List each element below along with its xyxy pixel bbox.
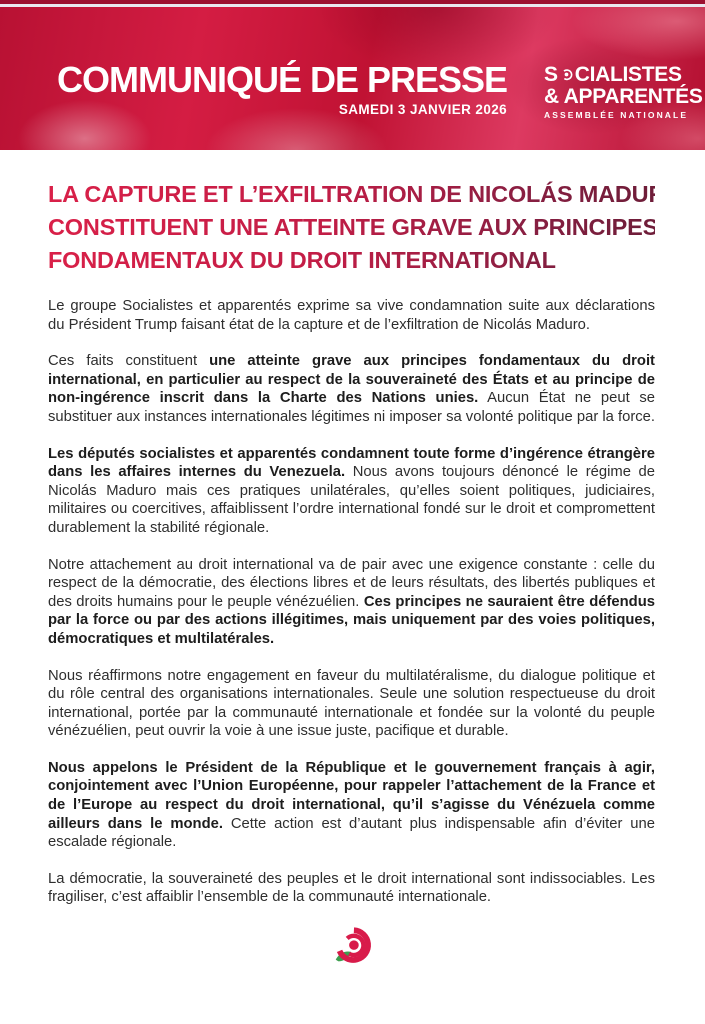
press-release-content bbox=[0, 150, 705, 971]
paragraph-text-segment: Aucun État ne peut se substituer aux instances internationales légitimes ni imposer sa volonté politique par la force. bbox=[48, 390, 656, 425]
logo-line-assemblee: ASSEMBLÉE NATIONALE bbox=[544, 110, 689, 120]
header-title-block bbox=[57, 59, 508, 117]
headline-line-2: CONSTITUENT UNE ATTEINTE GRAVE AUX PRINCIPES bbox=[48, 214, 659, 240]
paragraph-text-segment: Notre attachement au droit international va de pair avec une exigence constante : celle du respect de la démocratie, des élections libres et de leurs résultats, des libertés publiques et des droits humains pour le peuple vénézuélien. bbox=[48, 556, 655, 610]
paragraph bbox=[48, 667, 655, 741]
paragraph-text-segment: Nous réaffirmons notre engagement en faveur du multilatéralisme, du dialogue politique et du rôle central des organisations internationales. Seule une solution respectueuse du droit international, portée par la communauté internationale et fondée sur la volonté du peuple vénézuélien, peut ouvrir la voie à une issue juste, pacifique et durable. bbox=[48, 667, 655, 740]
paragraph-bold-segment: Ces principes ne sauraient être défendus par la force ou par des actions illégitimes, mais uniquement par des voies politiques, démocratiques et multilatérales. bbox=[48, 593, 655, 647]
paragraph bbox=[48, 445, 655, 538]
page-title: COMMUNIQUÉ DE PRESSE bbox=[57, 59, 508, 100]
paragraph bbox=[48, 352, 655, 426]
socialist-rose-icon bbox=[329, 925, 375, 971]
paragraph-bold-segment: Nous appelons le Président de la République et le gouvernement français à agir, conjointement avec l’Union Européenne, pour rappeler l’attachement de la France et de l’Europe au respect du droit international, qu’il s’agisse du Vénézuela comme ailleurs dans le monde. bbox=[48, 759, 655, 832]
paragraph bbox=[48, 556, 655, 649]
logo-line-apparentes: & APPARENTÉS bbox=[544, 85, 703, 108]
body-paragraphs bbox=[48, 297, 655, 907]
header-banner bbox=[0, 7, 705, 150]
headline bbox=[48, 178, 684, 277]
date-label: SAMEDI 3 JANVIER 2026 bbox=[338, 102, 508, 117]
paragraph bbox=[48, 759, 655, 852]
paragraph-text-segment: Ces faits constituent bbox=[48, 353, 210, 370]
paragraph bbox=[48, 297, 655, 334]
logo-text-s: S bbox=[544, 63, 558, 86]
paragraph-text-segment: Le groupe Socialistes et apparentés exprime sa vive condamnation suite aux déclarations du Président Trump faisant état de la capture et de l’exfiltration de Nicolás Maduro. bbox=[48, 298, 655, 333]
paragraph-text-segment: Nous avons toujours dénoncé le régime de Nicolás Maduro mais ces pratiques unilatérales, qu’elles soient politiques, judiciaires, militaires ou coercitives, affaiblissent l’ordre international fondé sur le droit et compromettent durablement la stabilité régionale. bbox=[48, 464, 655, 536]
rose-icon bbox=[559, 65, 574, 86]
paragraph-text-segment: Cette action est d’autant plus indispensable afin d’éviter une escalade régionale. bbox=[48, 815, 655, 851]
logo-text-cialistes: CIALISTES bbox=[574, 63, 682, 86]
logo-line-socialistes bbox=[544, 64, 703, 86]
paragraph bbox=[48, 870, 655, 907]
group-logo bbox=[544, 64, 703, 120]
paragraph-text-segment: La démocratie, la souveraineté des peuples et le droit international sont indissociables. Les fragiliser, c’est affaiblir l’ensemble de la communauté internationale. bbox=[48, 870, 655, 906]
paragraph-bold-segment: une atteinte grave aux principes fondamentaux du droit international, en particulier au respect de la souveraineté des États et au principe de non-ingérence inscrit dans la Charte des Nations unies. bbox=[48, 353, 655, 407]
headline-line-1: LA CAPTURE ET L’EXFILTRATION DE NICOLÁS MADURO bbox=[48, 181, 684, 207]
headline-line-3: FONDAMENTAUX DU DROIT INTERNATIONAL bbox=[48, 247, 556, 273]
paragraph-bold-segment: Les députés socialistes et apparentés condamnent toute forme d’ingérence étrangère dans les affaires internes du Venezuela. bbox=[48, 445, 655, 481]
